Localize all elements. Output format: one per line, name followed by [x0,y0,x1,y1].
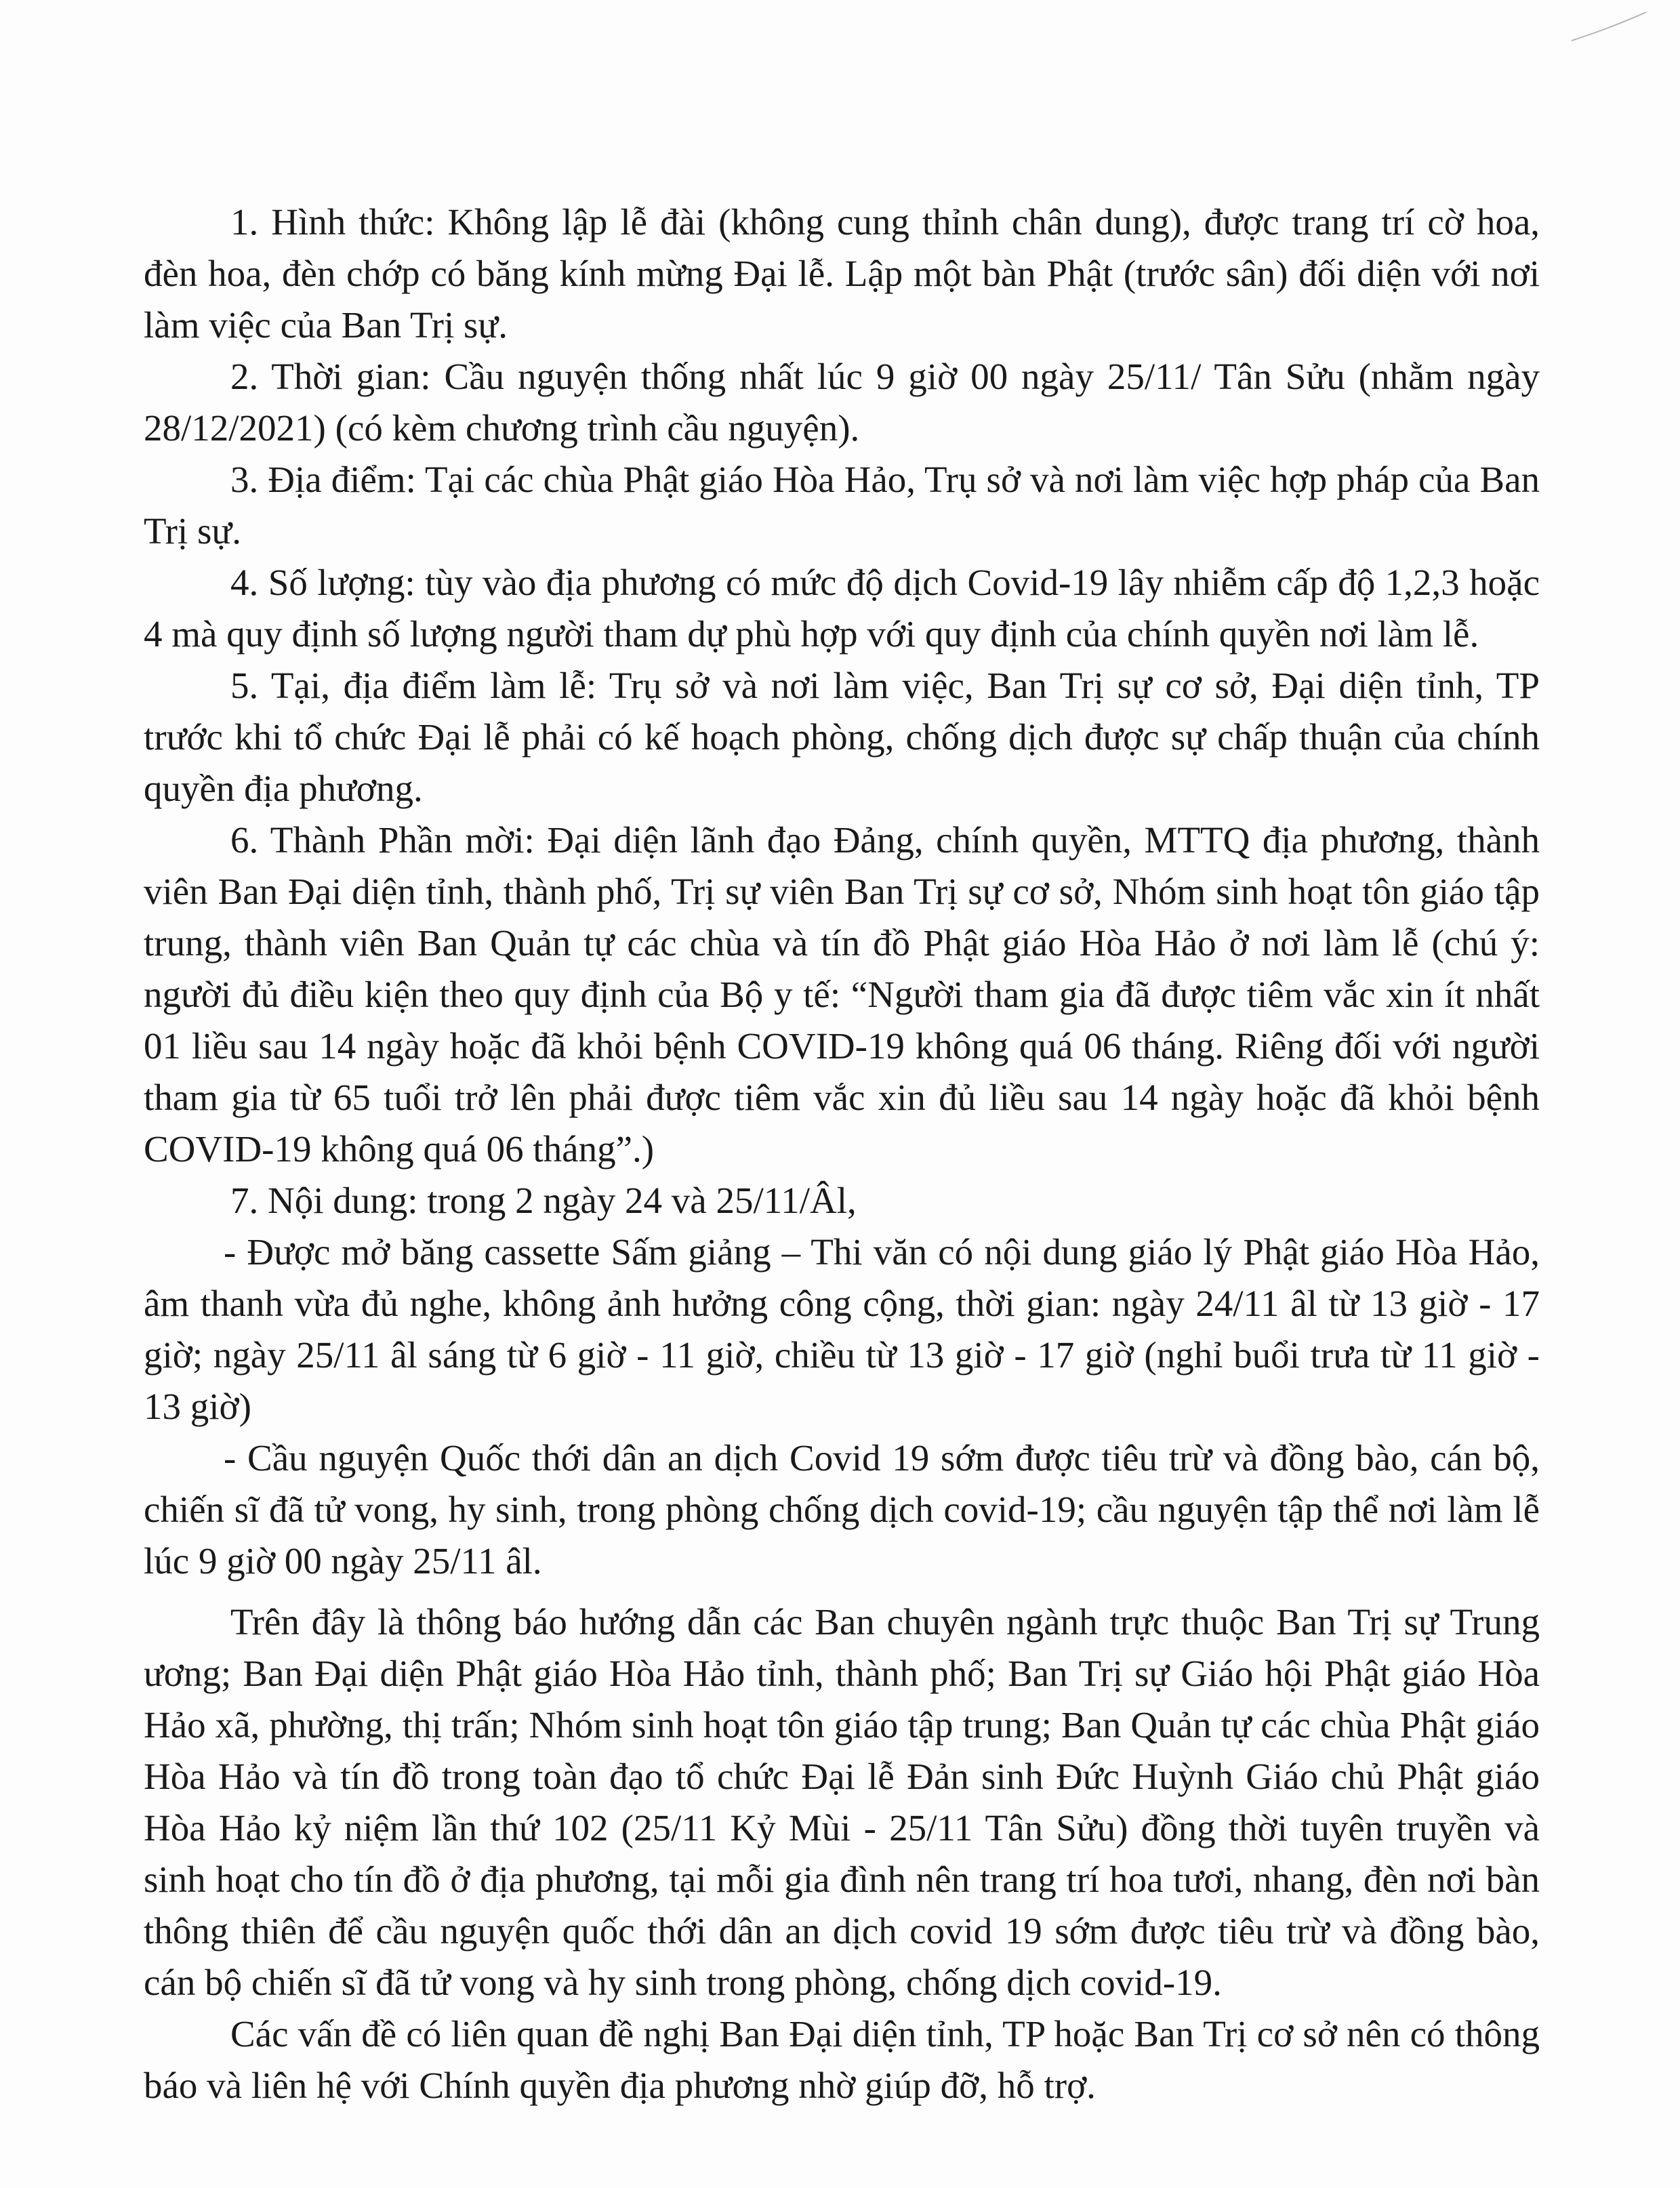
document-body [144,197,1540,2111]
item-dia-diem: 3. Địa điểm: Tại các chùa Phật giáo Hòa Hảo, Trụ sở và nơi làm việc hợp pháp của Ban Trị sự. [144,459,1540,552]
scan-mark-icon [1565,7,1653,47]
item-so-luong: 4. Số lượng: tùy vào địa phương có mức độ dịch Covid-19 lây nhiễm cấp độ 1,2,3 hoặc 4 mà quy định số lượng người tham dự phù hợp với quy định của chính quyền nơi làm lễ. [144,562,1540,655]
item-hinh-thuc: 1. Hình thức: Không lập lễ đài (không cung thỉnh chân dung), được trang trí cờ hoa, đèn hoa, đèn chớp có băng kính mừng Đại lễ. Lập một bàn Phật (trước sân) đối diện với nơi làm việc của Ban Trị sự. [144,201,1540,346]
item-noi-dung-cau-nguyen: - Cầu nguyện Quốc thới dân an dịch Covid 19 sớm được tiêu trừ và đồng bào, cán bộ, chiến sĩ đã tử vong, hy sinh, trong phòng chống dịch covid-19; cầu nguyện tập thể nơi làm lễ lúc 9 giờ 00 ngày 25/11 âl. [144,1437,1540,1582]
item-tai-dia-diem: 5. Tại, địa điểm làm lễ: Trụ sở và nơi làm việc, Ban Trị sự cơ sở, Đại diện tỉnh, TP trước khi tổ chức Đại lễ phải có kế hoạch phòng, chống dịch được sự chấp thuận của chính quyền địa phương. [144,665,1540,809]
item-noi-dung-bang-cassette: - Được mở băng cassette Sấm giảng – Thi văn có nội dung giáo lý Phật giáo Hòa Hảo, âm thanh vừa đủ nghe, không ảnh hưởng công cộng, thời gian: ngày 24/11 âl từ 13 giờ - 17 giờ; ngày 25/11 âl sáng từ 6 giờ - 11 giờ, chiều từ 13 giờ - 17 giờ (nghỉ buổi trưa từ 11 giờ - 13 giờ) [144,1231,1540,1427]
closing-paragraph: Các vấn đề có liên quan đề nghị Ban Đại diện tỉnh, TP hoặc Ban Trị cơ sở nên có thông báo và liên hệ với Chính quyền địa phương nhờ giúp đỡ, hỗ trợ. [144,2013,1540,2106]
item-thoi-gian: 2. Thời gian: Cầu nguyện thống nhất lúc 9 giờ 00 ngày 25/11/ Tân Sửu (nhằm ngày 28/12/2021) (có kèm chương trình cầu nguyện). [144,356,1540,449]
summary-paragraph: Trên đây là thông báo hướng dẫn các Ban chuyên ngành trực thuộc Ban Trị sự Trung ương; Ban Đại diện Phật giáo Hòa Hảo tỉnh, thành phố; Ban Trị sự Giáo hội Phật giáo Hòa Hảo xã, phường, thị trấn; Nhóm sinh hoạt tôn giáo tập trung; Ban Quản tự các chùa Phật giáo Hòa Hảo và tín đồ trong toàn đạo tổ chức Đại lễ Đản sinh Đức Huỳnh Giáo chủ Phật giáo Hòa Hảo kỷ niệm lần thứ 102 (25/11 Kỷ Mùi - 25/11 Tân Sửu) đồng thời tuyên truyền và sinh hoạt cho tín đồ ở địa phương, tại mỗi gia đình nên trang trí hoa tươi, nhang, đèn nơi bàn thông thiên để cầu nguyện quốc thới dân an dịch covid 19 sớm được tiêu trừ và đồng bào, cán bộ chiến sĩ đã tử vong và hy sinh trong phòng, chống dịch covid-19. [144,1601,1540,2003]
item-thanh-phan-moi: 6. Thành Phần mời: Đại diện lãnh đạo Đảng, chính quyền, MTTQ địa phương, thành viên Ban Đại diện tỉnh, thành phố, Trị sự viên Ban Trị sự cơ sở, Nhóm sinh hoạt tôn giáo tập trung, thành viên Ban Quản tự các chùa và tín đồ Phật giáo Hòa Hảo ở nơi làm lễ (chú ý: người đủ điều kiện theo quy định của Bộ y tế: “Người tham gia đã được tiêm vắc xin ít nhất 01 liều sau 14 ngày hoặc đã khỏi bệnh COVID-19 không quá 06 tháng. Riêng đối với người tham gia từ 65 tuổi trở lên phải được tiêm vắc xin đủ liều sau 14 ngày hoặc đã khỏi bệnh COVID-19 không quá 06 tháng”.) [144,819,1540,1170]
item-noi-dung: 7. Nội dung: trong 2 ngày 24 và 25/11/Âl, [230,1180,857,1221]
